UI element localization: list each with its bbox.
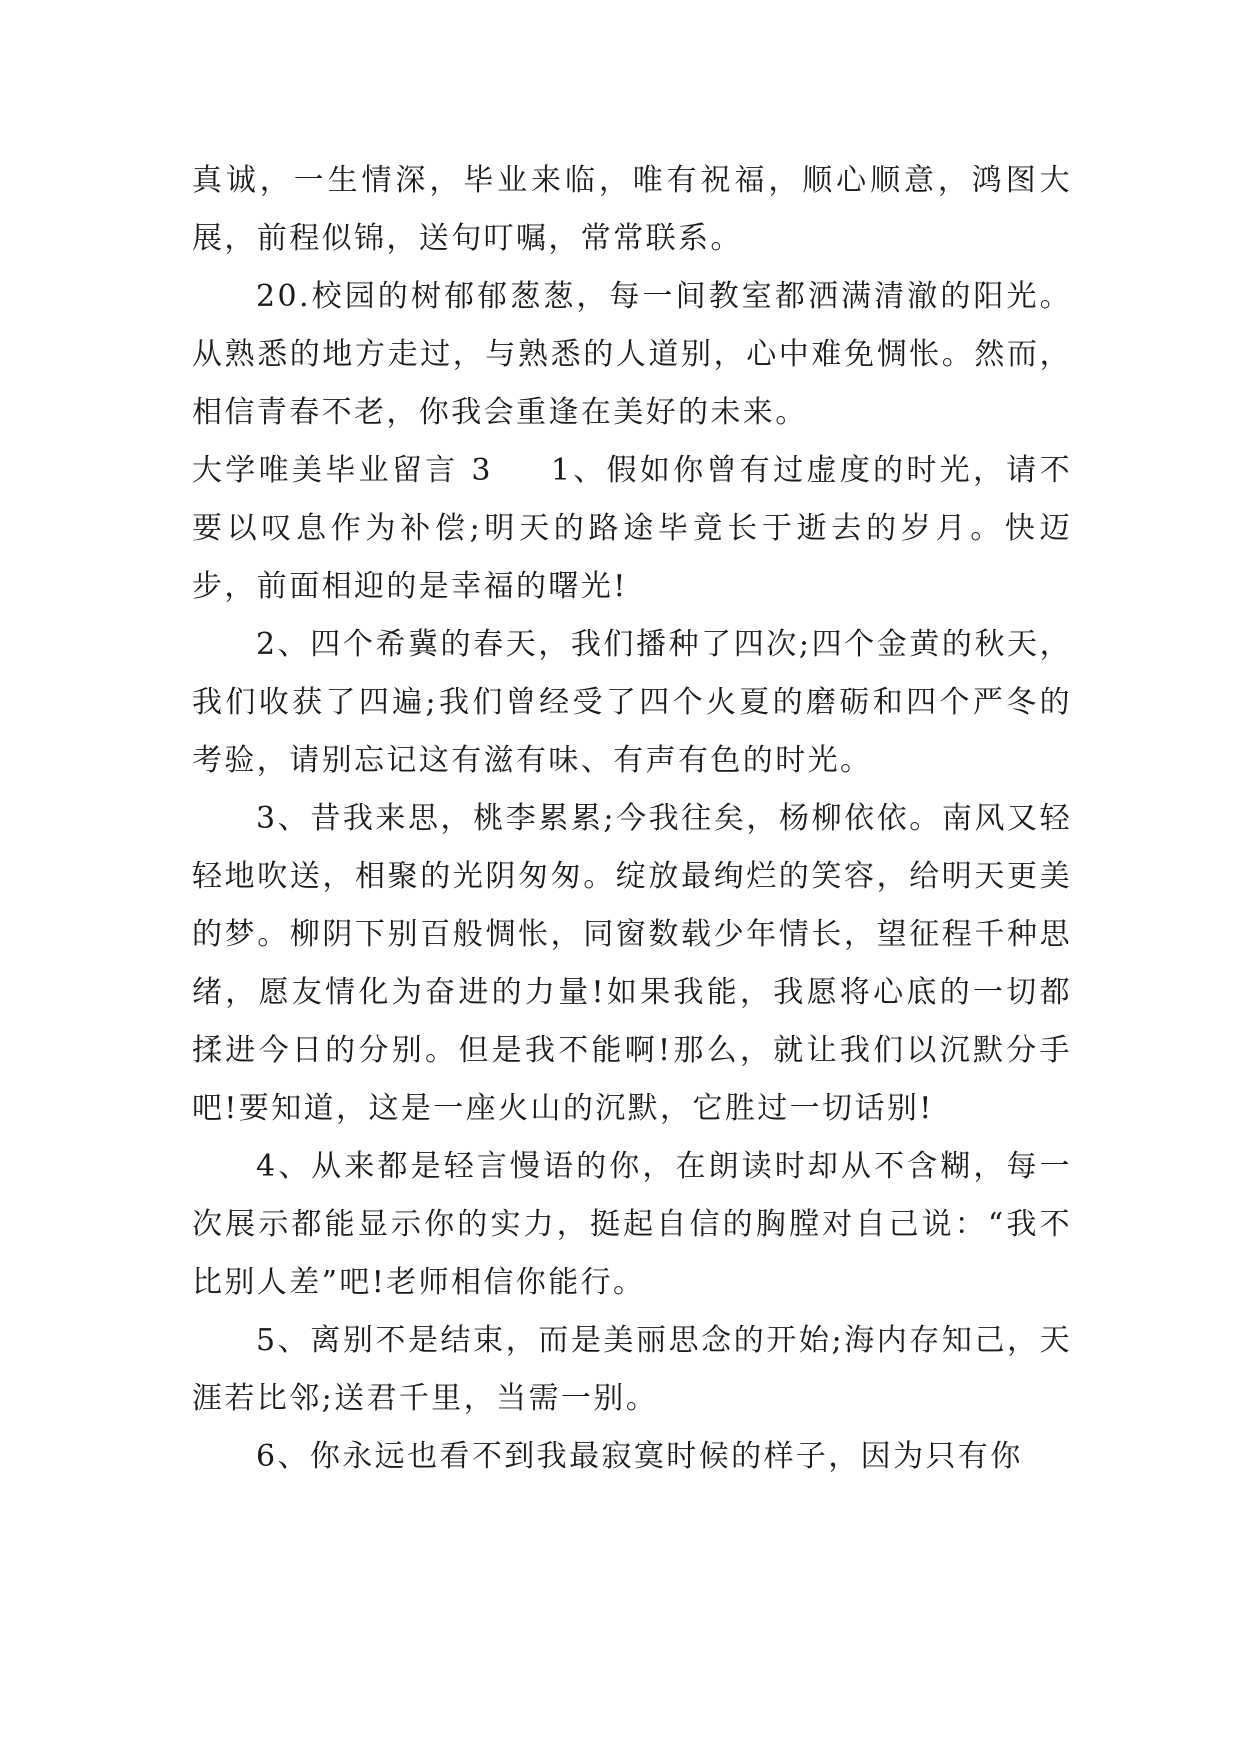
paragraph-item-4: 4、从来都是轻言慢语的你，在朗读时却从不含糊，每一次展示都能显示你的实力，挺起自信的胸膛对自己说：“我不比别人差”吧!老师相信你能行。 — [192, 1149, 1072, 1300]
paragraph-item-3: 3、昔我来思，桃李累累;今我往矣，杨柳依依。南风又轻轻地吹送，相聚的光阴匆匆。绽放最绚烂的笑容，给明天更美的梦。柳阴下别百般惆怅，同窗数载少年情长，望征程千种思绪，愿友情化为奋进的力量!如果我能，我愿将心底的一切都揉进今日的分别。但是我不能啊!那么，就让我们以沉默分手吧!要知道，这是一座火山的沉默，它胜过一切话别! — [192, 801, 1072, 1126]
paragraph-item-2: 2、四个希冀的春天，我们播种了四次;四个金黄的秋天，我们收获了四遍;我们曾经受了四个火夏的磨砺和四个严冬的考验，请别忘记这有滋有味、有声有色的时光。 — [192, 627, 1072, 778]
paragraph-section-3 — [192, 442, 1072, 616]
section-heading: 大学唯美毕业留言 3 — [192, 453, 493, 488]
paragraph-item-5: 5、离别不是结束，而是美丽思念的开始;海内存知己，天涯若比邻;送君千里，当需一别。 — [192, 1323, 1072, 1416]
paragraph-item-6: 6、你永远也看不到我最寂寞时候的样子，因为只有你 — [256, 1439, 1023, 1474]
document-page — [192, 152, 1072, 1486]
paragraph-continuation: 真诚，一生情深，毕业来临，唯有祝福，顺心顺意，鸿图大展，前程似锦，送句叮嘱，常常联系。 — [192, 163, 1072, 256]
paragraph-item-1: 1、假如你曾有过虚度的时光，请不要以叹息作为补偿;明天的路途毕竟长于逝去的岁月。快迈步，前面相迎的是幸福的曙光! — [192, 453, 1072, 604]
paragraph-item-20: 20.校园的树郁郁葱葱，每一间教室都洒满清澈的阳光。从熟悉的地方走过，与熟悉的人道别，心中难免惆怅。然而，相信青春不老，你我会重逢在美好的未来。 — [192, 279, 1072, 430]
